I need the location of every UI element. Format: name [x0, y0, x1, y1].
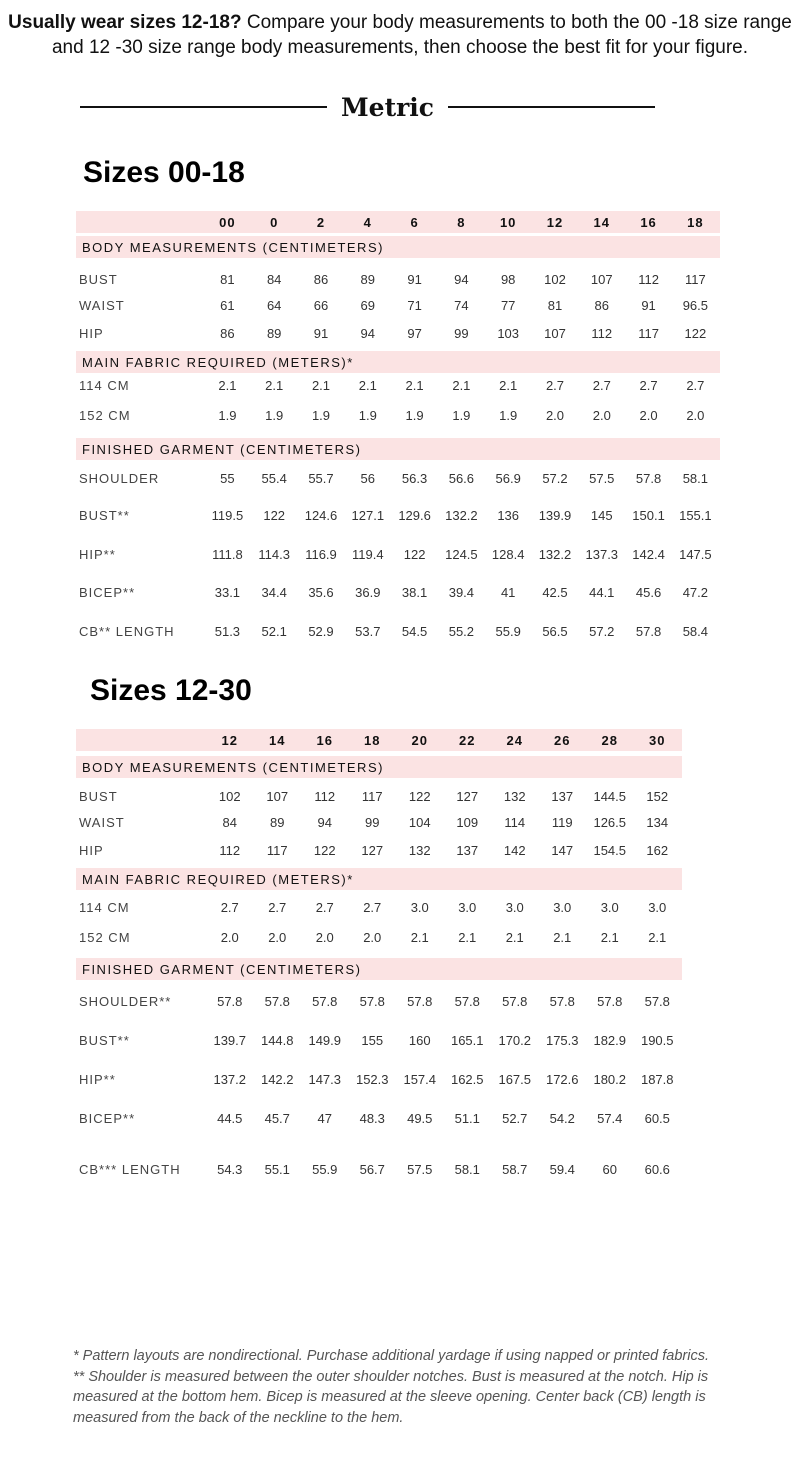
table-cell: 182.9	[593, 1032, 627, 1048]
size-header: 30	[649, 732, 666, 748]
table-cell: 137.2	[213, 1071, 247, 1087]
table-cell: 107	[266, 788, 289, 804]
table-row	[76, 838, 682, 862]
table-cell: 2.7	[639, 377, 658, 393]
table-cell: 98	[500, 271, 516, 287]
table-cell: 157.4	[403, 1071, 437, 1087]
table-cell: 170.2	[498, 1032, 532, 1048]
table-row	[76, 810, 682, 834]
table-cell: 102	[544, 271, 566, 287]
size-header-row	[76, 211, 720, 233]
table-cell: 167.5	[498, 1071, 532, 1087]
table-cell: 114.3	[258, 546, 290, 562]
size-header: 28	[601, 732, 618, 748]
table-cell: 149.9	[308, 1032, 342, 1048]
table-cell: 122	[313, 842, 336, 858]
row-label: HIP**	[79, 1071, 116, 1087]
table-cell: 144.8	[260, 1032, 294, 1048]
table-cell: 180.2	[593, 1071, 627, 1087]
table-cell: 49.5	[407, 1110, 433, 1126]
table-row	[76, 1028, 682, 1052]
group-title: FINISHED GARMENT (CENTIMETERS)	[82, 441, 362, 457]
table-row	[76, 503, 720, 527]
table-cell: 2.7	[363, 899, 382, 915]
table-cell: 44.1	[589, 584, 615, 600]
table-cell: 56.3	[401, 470, 428, 486]
table-cell: 69	[360, 297, 376, 313]
table-cell: 89	[266, 325, 282, 341]
row-label: CB** LENGTH	[79, 623, 175, 639]
table-cell: 2.7	[592, 377, 611, 393]
divider-left	[80, 106, 327, 108]
size-header: 12	[221, 732, 238, 748]
table-row	[76, 321, 720, 345]
group-title: MAIN FABRIC REQUIRED (METERS)*	[82, 354, 354, 370]
table-cell: 41	[500, 584, 516, 600]
table-row	[76, 542, 720, 566]
table-cell: 57.2	[589, 623, 615, 639]
table-cell: 132	[408, 842, 431, 858]
table-cell: 89	[270, 814, 285, 830]
row-label: BICEP**	[79, 584, 136, 600]
table-cell: 91	[313, 325, 329, 341]
table-cell: 2.0	[639, 407, 658, 423]
table-cell: 132.2	[445, 507, 478, 523]
table-cell: 124.5	[445, 546, 478, 562]
table-cell: 2.1	[505, 929, 524, 945]
table-cell: 44.5	[217, 1110, 243, 1126]
metric-heading	[80, 90, 655, 126]
table-cell: 2.0	[686, 407, 705, 423]
table-cell: 2.0	[268, 929, 287, 945]
table-cell: 60	[602, 1161, 617, 1177]
row-label: HIP**	[79, 546, 116, 562]
table-row	[76, 580, 720, 604]
table-row	[76, 784, 682, 808]
table-cell: 2.1	[648, 929, 667, 945]
table-cell: 109	[456, 814, 479, 830]
table-cell: 94	[454, 271, 469, 287]
table-cell: 66	[313, 297, 329, 313]
table-cell: 139.9	[538, 507, 572, 523]
table-cell: 1.9	[265, 407, 284, 423]
table-cell: 3.0	[553, 899, 572, 915]
table-cell: 61	[220, 297, 235, 313]
table-cell: 81	[547, 297, 563, 313]
table1-title: Sizes 00-18	[83, 156, 245, 189]
table-cell: 142.4	[632, 546, 665, 562]
table-cell: 154.5	[593, 842, 627, 858]
table-cell: 137	[456, 842, 479, 858]
table-cell: 99	[454, 325, 469, 341]
table-cell: 55	[220, 470, 235, 486]
metric-label: Metric	[340, 93, 435, 122]
table-cell: 48.3	[359, 1110, 385, 1126]
table-cell: 60.5	[644, 1110, 670, 1126]
table-cell: 99	[365, 814, 380, 830]
table-row	[76, 466, 720, 490]
table-row	[76, 895, 682, 919]
intro-text	[0, 10, 800, 60]
table-cell: 94	[317, 814, 332, 830]
table-cell: 52.7	[502, 1110, 528, 1126]
table-cell: 190.5	[640, 1032, 674, 1048]
row-label: 114 CM	[79, 899, 130, 915]
table-row	[76, 293, 720, 317]
size-header: 26	[554, 732, 571, 748]
table-cell: 144.5	[593, 788, 627, 804]
table-cell: 2.7	[315, 899, 334, 915]
table-cell: 2.1	[218, 377, 237, 393]
table-cell: 55.1	[264, 1161, 290, 1177]
table-cell: 56.9	[495, 470, 521, 486]
table-cell: 127	[361, 842, 384, 858]
table-cell: 58.4	[682, 623, 709, 639]
table-cell: 2.1	[600, 929, 619, 945]
table-cell: 127.1	[351, 507, 385, 523]
table-cell: 111.8	[212, 546, 243, 562]
table-row	[76, 1067, 682, 1091]
table-cell: 64	[266, 297, 282, 313]
table-cell: 57.8	[635, 623, 662, 639]
table-cell: 128.4	[491, 546, 525, 562]
table-cell: 58.7	[502, 1161, 528, 1177]
table-cell: 81	[220, 271, 235, 287]
table-cell: 126.5	[593, 814, 627, 830]
table-row	[76, 619, 720, 643]
table-cell: 55.7	[308, 470, 334, 486]
size-header: 18	[364, 732, 381, 748]
group-header-row	[76, 756, 682, 778]
table-cell: 165.1	[450, 1032, 484, 1048]
table-cell: 57.8	[264, 993, 290, 1009]
table-cell: 137	[551, 788, 574, 804]
table-cell: 104	[408, 814, 431, 830]
size-header-row	[76, 729, 682, 751]
table-cell: 2.7	[220, 899, 239, 915]
table-cell: 160	[408, 1032, 431, 1048]
table-cell: 54.5	[401, 623, 428, 639]
table-cell: 57.8	[312, 993, 338, 1009]
table-cell: 116.9	[305, 546, 337, 562]
table-cell: 57.8	[359, 993, 385, 1009]
table-cell: 147.5	[679, 546, 712, 562]
table-cell: 36.9	[355, 584, 381, 600]
table-row	[76, 925, 682, 949]
table-cell: 107	[544, 325, 566, 341]
table-cell: 3.0	[410, 899, 429, 915]
table-cell: 117	[266, 842, 288, 858]
table-cell: 1.9	[452, 407, 471, 423]
table-cell: 58.1	[682, 470, 709, 486]
table-cell: 2.7	[268, 899, 287, 915]
table-row	[76, 267, 720, 291]
footnote-1: * Pattern layouts are nondirectional. Purchase additional yardage if using napped or printed fabrics.	[73, 1348, 709, 1364]
table-cell: 139.7	[213, 1032, 247, 1048]
table-cell: 55.9	[312, 1161, 338, 1177]
size-header: 8	[457, 214, 466, 230]
intro-body: Compare your body measurements to both the 00 -18 size range and 12 -30 size range body measurements, then choose the best fit for your figure.	[51, 12, 792, 58]
table-cell: 45.7	[264, 1110, 290, 1126]
table-cell: 2.1	[553, 929, 572, 945]
table-cell: 1.9	[218, 407, 237, 423]
table-cell: 2.0	[363, 929, 382, 945]
row-label: BUST**	[79, 507, 130, 523]
table-cell: 55.2	[448, 623, 475, 639]
table-cell: 56	[360, 470, 376, 486]
table-cell: 59.4	[549, 1161, 575, 1177]
row-label: WAIST	[79, 814, 125, 830]
table-cell: 155.1	[679, 507, 712, 523]
table-cell: 2.7	[686, 377, 705, 393]
table-cell: 86	[313, 271, 329, 287]
table-cell: 134	[646, 814, 669, 830]
table-cell: 2.1	[265, 377, 284, 393]
table-cell: 150.1	[632, 507, 665, 523]
table-row	[76, 1157, 682, 1181]
table-cell: 94	[360, 325, 376, 341]
row-label: HIP	[79, 325, 104, 341]
table-cell: 122	[403, 546, 426, 562]
table-cell: 57.8	[635, 470, 662, 486]
table-cell: 45.6	[635, 584, 662, 600]
table-cell: 3.0	[648, 899, 667, 915]
table-cell: 2.7	[545, 377, 565, 393]
size-header: 24	[506, 732, 523, 748]
table-cell: 2.1	[405, 377, 424, 393]
footnotes	[73, 1346, 753, 1428]
divider-right	[448, 106, 655, 108]
table-row	[76, 1106, 682, 1130]
size-header: 00	[219, 214, 236, 230]
group-title: BODY MEASUREMENTS (CENTIMETERS)	[82, 239, 384, 255]
table-cell: 52.1	[261, 623, 287, 639]
row-label: 152 CM	[79, 407, 131, 423]
table-cell: 2.0	[220, 929, 239, 945]
table-cell: 132.2	[538, 546, 572, 562]
size-header: 2	[316, 214, 326, 230]
footnote-2: ** Shoulder is measured between the outer shoulder notches. Bust is measured at the notch. Hip is measured at the bottom hem. Bicep is measured at the sleeve opening. Center back (CB) length is measured from the back of the neckline to the hem.	[73, 1368, 709, 1426]
table-cell: 34.4	[261, 584, 287, 600]
table-cell: 2.1	[410, 929, 429, 945]
table-cell: 1.9	[499, 407, 518, 423]
table-cell: 77	[500, 297, 516, 313]
size-header: 10	[499, 214, 517, 230]
table-cell: 91	[407, 271, 422, 287]
table-cell: 122	[408, 788, 431, 804]
intro-bold: Usually wear sizes 12-18?	[8, 12, 242, 33]
table-cell: 84	[222, 814, 237, 830]
table-cell: 132	[503, 788, 526, 804]
table-cell: 2.0	[592, 407, 611, 423]
table-cell: 136	[497, 507, 520, 523]
table-cell: 2.1	[311, 377, 331, 393]
size-header: 14	[593, 214, 610, 230]
table-cell: 58.1	[454, 1161, 480, 1177]
table-cell: 2.1	[358, 377, 377, 393]
table-cell: 112	[591, 325, 613, 341]
group-header-row	[76, 351, 720, 373]
table-cell: 84	[266, 271, 282, 287]
table-cell: 33.1	[214, 584, 241, 600]
group-header-row	[76, 958, 682, 980]
table-cell: 2.1	[452, 377, 471, 393]
group-title: BODY MEASUREMENTS (CENTIMETERS)	[82, 759, 384, 775]
table-cell: 56.5	[542, 623, 568, 639]
table-cell: 114	[504, 814, 526, 830]
row-label: 114 CM	[79, 377, 130, 393]
table-cell: 71	[407, 297, 422, 313]
table-cell: 117	[685, 271, 706, 287]
table-cell: 38.1	[401, 584, 428, 600]
table-cell: 57.8	[454, 993, 480, 1009]
table-cell: 112	[219, 842, 241, 858]
row-label: BICEP**	[79, 1110, 136, 1126]
table-cell: 57.8	[217, 993, 243, 1009]
size-header: 6	[410, 214, 419, 230]
table-row	[76, 373, 720, 397]
table-cell: 89	[360, 271, 376, 287]
table-cell: 162.5	[450, 1071, 484, 1087]
size-header: 16	[640, 214, 657, 230]
table-cell: 175.3	[545, 1032, 579, 1048]
table-cell: 42.5	[542, 584, 568, 600]
table-cell: 57.4	[597, 1110, 623, 1126]
table-cell: 122	[684, 325, 707, 341]
table-cell: 142	[503, 842, 526, 858]
table-cell: 39.4	[448, 584, 475, 600]
table-cell: 3.0	[505, 899, 524, 915]
row-label: SHOULDER	[79, 470, 160, 486]
table-cell: 51.3	[214, 623, 241, 639]
table-cell: 57.5	[407, 1161, 433, 1177]
group-header-row	[76, 868, 682, 890]
row-label: BUST**	[79, 1032, 130, 1048]
table-cell: 103	[497, 325, 520, 341]
row-label: BUST	[79, 271, 118, 287]
table-cell: 53.7	[355, 623, 381, 639]
group-header-row	[76, 438, 720, 460]
size-header: 18	[687, 214, 704, 230]
table-cell: 119	[551, 814, 573, 830]
table-cell: 162	[646, 842, 669, 858]
size-header: 14	[269, 732, 286, 748]
table-cell: 1.9	[405, 407, 424, 423]
table-cell: 60.6	[644, 1161, 670, 1177]
table-cell: 91	[641, 297, 656, 313]
table-cell: 54.2	[549, 1110, 575, 1126]
group-header-row	[76, 236, 720, 258]
table-cell: 54.3	[217, 1161, 243, 1177]
size-header: 22	[459, 732, 476, 748]
row-label: CB*** LENGTH	[79, 1161, 181, 1177]
table-cell: 3.0	[600, 899, 619, 915]
table-cell: 142.2	[260, 1071, 294, 1087]
table-cell: 35.6	[308, 584, 334, 600]
row-label: HIP	[79, 842, 104, 858]
table-cell: 152	[646, 788, 669, 804]
table-cell: 57.8	[407, 993, 433, 1009]
table-cell: 52.9	[308, 623, 334, 639]
table-cell: 2.1	[499, 377, 518, 393]
table-cell: 112	[314, 788, 336, 804]
table-cell: 57.8	[549, 993, 575, 1009]
table-cell: 172.6	[545, 1071, 579, 1087]
table-cell: 86	[594, 297, 609, 313]
table-cell: 57.8	[644, 993, 670, 1009]
table-cell: 47.2	[682, 584, 709, 600]
table-cell: 55.9	[495, 623, 521, 639]
size-header: 0	[270, 214, 279, 230]
table-cell: 57.5	[589, 470, 615, 486]
table-cell: 3.0	[458, 899, 477, 915]
table-cell: 56.6	[448, 470, 475, 486]
table-cell: 137.3	[585, 546, 619, 562]
table-row	[76, 989, 682, 1013]
row-label: WAIST	[79, 297, 125, 313]
table-cell: 74	[454, 297, 469, 313]
table-cell: 107	[590, 271, 613, 287]
table-cell: 57.8	[502, 993, 528, 1009]
size-header: 12	[546, 214, 564, 230]
table-cell: 124.6	[304, 507, 338, 523]
row-label: 152 CM	[79, 929, 131, 945]
size-header: 20	[411, 732, 428, 748]
table-cell: 117	[361, 788, 383, 804]
table-cell: 97	[407, 325, 422, 341]
table-cell: 127	[456, 788, 479, 804]
table-cell: 147.3	[308, 1071, 342, 1087]
table-cell: 147	[551, 842, 574, 858]
table-cell: 1.9	[358, 407, 377, 423]
group-title: MAIN FABRIC REQUIRED (METERS)*	[82, 871, 354, 887]
table-cell: 119.4	[352, 546, 384, 562]
size-header: 16	[316, 732, 333, 748]
table-cell: 86	[220, 325, 235, 341]
table-cell: 152.3	[355, 1071, 389, 1087]
table-cell: 155	[361, 1032, 384, 1048]
size-header: 4	[363, 214, 372, 230]
table-cell: 47	[317, 1110, 332, 1126]
table-cell: 187.8	[640, 1071, 674, 1087]
table-cell: 56.7	[359, 1161, 385, 1177]
table-cell: 112	[638, 271, 659, 287]
table-cell: 122	[263, 507, 286, 523]
table-cell: 51.1	[454, 1110, 480, 1126]
table-cell: 1.9	[311, 407, 331, 423]
table-cell: 2.0	[315, 929, 334, 945]
table-cell: 119.5	[211, 507, 244, 523]
table2-title: Sizes 12-30	[90, 674, 252, 707]
table-cell: 102	[218, 788, 241, 804]
table-cell: 57.8	[597, 993, 623, 1009]
table-cell: 96.5	[682, 297, 709, 313]
table-cell: 57.2	[542, 470, 568, 486]
table-cell: 129.6	[398, 507, 431, 523]
table-row	[76, 403, 720, 427]
group-title: FINISHED GARMENT (CENTIMETERS)	[82, 961, 362, 977]
table-cell: 145	[590, 507, 613, 523]
table-cell: 55.4	[261, 470, 287, 486]
table-cell: 2.1	[458, 929, 477, 945]
table-cell: 117	[638, 325, 659, 341]
row-label: BUST	[79, 788, 118, 804]
row-label: SHOULDER**	[79, 993, 172, 1009]
table-cell: 2.0	[545, 407, 565, 423]
